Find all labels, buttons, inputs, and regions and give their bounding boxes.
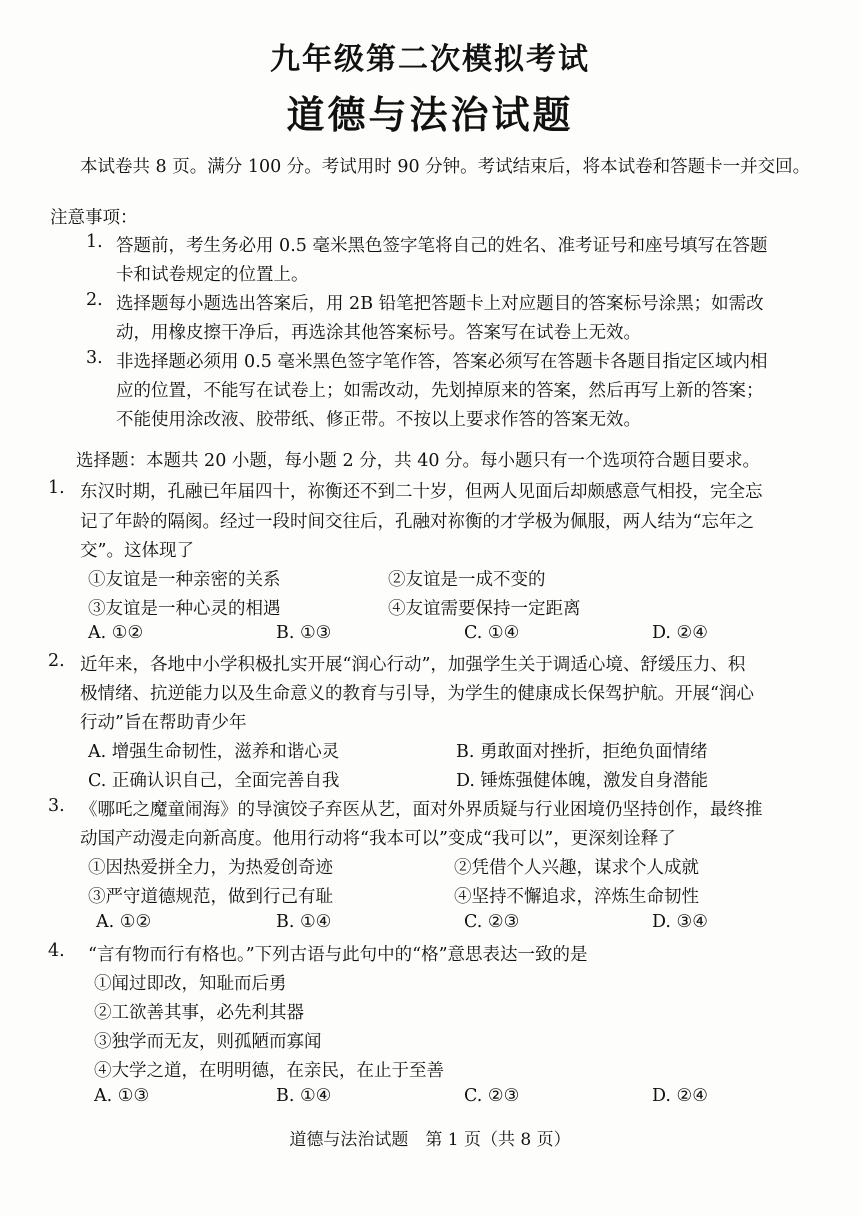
section-instruction: 选择题：本题共 20 小题，每小题 2 分，共 40 分。每小题只有一个选项符合题目要求。 [76, 451, 761, 471]
exam-header-top-line: 九年级第二次模拟考试 [270, 42, 590, 77]
answer-option[interactable]: A. ①② [96, 912, 152, 932]
question-stem-line: 《哪吒之魔童闹海》的导演饺子弃医从艺，面对外界质疑与行业困境仍坚持创作，最终推 [80, 800, 763, 820]
notice-item-line: 应的位置，不能写在试卷上；如需改动，先划掉原来的答案，然后再写上新的答案； [116, 381, 764, 401]
answer-option[interactable]: B. ①③ [276, 623, 332, 643]
question-statement: ③严守道德规范，做到行己有耻 [88, 887, 333, 907]
notice-item-line: 答题前，考生务必用 0.5 毫米黑色签字笔将自己的姓名、准考证号和座号填写在答题 [116, 236, 768, 256]
question-statement: ④坚持不懈追求，淬炼生命韧性 [454, 887, 699, 907]
question-statement: ②友谊是一成不变的 [388, 570, 546, 590]
notice-heading: 注意事项： [50, 208, 138, 228]
question-statement: ③友谊是一种心灵的相遇 [88, 599, 281, 619]
question-stem-line: 记了年龄的隔阂。经过一段时间交往后，孔融对祢衡的才学极为佩服，两人结为“忘年之 [80, 512, 754, 532]
question-stem-line: 极情绪、抗逆能力以及生命意义的教育与引导，为学生的健康成长保驾护航。开展“润心 [80, 684, 754, 704]
question-number: 1. [48, 478, 65, 498]
notice-item-line: 卡和试卷规定的位置上。 [116, 265, 309, 285]
answer-option[interactable]: D. ②④ [652, 1086, 708, 1106]
question-stem-line: “言有物而行有格也。”下列古语与此句中的“格”意思表达一致的是 [88, 945, 588, 965]
question-stem-line: 动国产动漫走向新高度。他用行动将“我本可以”变成“我可以”，更深刻诠释了 [80, 829, 676, 849]
exam-title: 道德与法治试题 [286, 92, 574, 137]
answer-option[interactable]: B. 勇敢面对挫折，拒绝负面情绪 [456, 742, 708, 762]
question-statement: ②凭借个人兴趣，谋求个人成就 [454, 858, 699, 878]
question-stem-line: 近年来，各地中小学积极扎实开展“润心行动”，加强学生关于调适心境、舒缓压力、积 [80, 655, 746, 675]
answer-option[interactable]: C. ①④ [464, 623, 520, 643]
answer-option[interactable]: B. ①④ [276, 1086, 332, 1106]
answer-option[interactable]: A. ①② [88, 623, 144, 643]
question-number: 4. [48, 941, 65, 961]
question-statement: ②工欲善其事，必先利其器 [94, 1003, 304, 1023]
question-statement: ①友谊是一种亲密的关系 [88, 570, 281, 590]
notice-item-number: 3. [86, 348, 103, 368]
question-stem-line: 交”。这体现了 [80, 541, 194, 561]
question-statement: ④友谊需要保持一定距离 [388, 599, 581, 619]
question-statement: ①闻过即改，知耻而后勇 [94, 974, 287, 994]
question-stem-line: 行动”旨在帮助青少年 [80, 713, 247, 733]
answer-option[interactable]: C. ②③ [464, 1086, 520, 1106]
answer-option[interactable]: C. ②③ [464, 912, 520, 932]
answer-option[interactable]: D. ③④ [652, 912, 708, 932]
notice-item-line: 不能使用涂改液、胶带纸、修正带。不按以上要求作答的答案无效。 [116, 410, 641, 430]
answer-option[interactable]: D. ②④ [652, 623, 708, 643]
page-footer: 道德与法治试题 第 1 页（共 8 页） [289, 1130, 571, 1150]
answer-option[interactable]: B. ①④ [276, 912, 332, 932]
notice-item-number: 2. [86, 290, 103, 310]
notice-item-line: 选择题每小题选出答案后，用 2B 铅笔把答题卡上对应题目的答案标号涂黑；如需改 [116, 294, 764, 314]
question-number: 2. [48, 651, 65, 671]
answer-option[interactable]: A. ①③ [94, 1086, 150, 1106]
notice-item-number: 1. [86, 232, 103, 252]
question-number: 3. [48, 796, 65, 816]
answer-option[interactable]: C. 正确认识自己，全面完善自我 [88, 771, 340, 791]
notice-item-line: 非选择题必须用 0.5 毫米黑色签字笔作答，答案必须写在答题卡各题目指定区域内相 [116, 352, 768, 372]
answer-option[interactable]: D. 锤炼强健体魄，激发自身潜能 [456, 771, 709, 791]
question-statement: ①因热爱拼全力，为热爱创奇迹 [88, 858, 333, 878]
answer-option[interactable]: A. 增强生命韧性，滋养和谐心灵 [88, 742, 340, 762]
question-statement: ④大学之道，在明明德，在亲民，在止于至善 [94, 1061, 444, 1081]
exam-intro: 本试卷共 8 页。满分 100 分。考试用时 90 分钟。考试结束后，将本试卷和答题卡一并交回。 [80, 157, 811, 177]
question-statement: ③独学而无友，则孤陋而寡闻 [94, 1032, 322, 1052]
notice-item-line: 动，用橡皮擦干净后，再选涂其他答案标号。答案写在试卷上无效。 [116, 323, 641, 343]
question-stem-line: 东汉时期，孔融已年届四十，祢衡还不到二十岁，但两人见面后却颇感意气相投，完全忘 [80, 482, 763, 502]
